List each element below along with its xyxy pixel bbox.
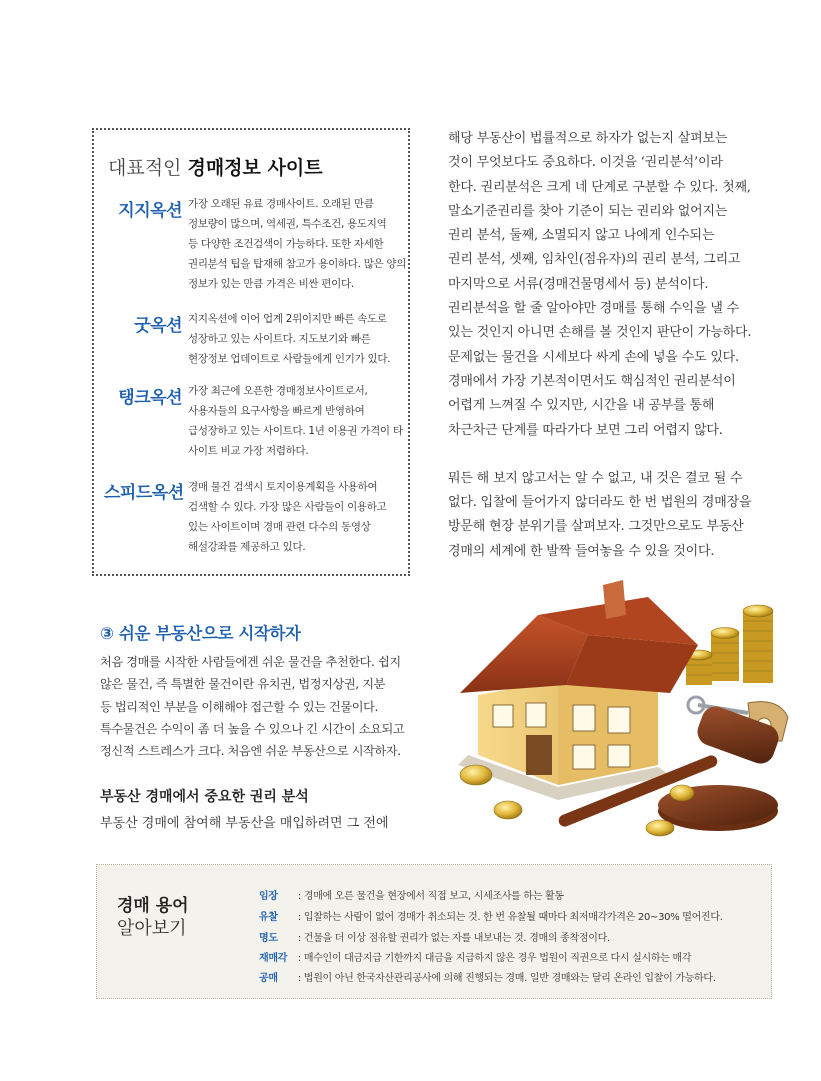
body-line: 말소기준권리를 찾아 기준이 되는 권리와 없어지는 [448, 203, 728, 219]
site-name-good: 굿옥션 [134, 316, 182, 336]
glossary-item: 명도 : 건물을 더 이상 점유할 권리가 없는 자를 내보내는 것. 경매의 종착점이다. [259, 929, 610, 944]
glossary-item: 공매 : 법원이 아닌 한국자산관리공사에 의해 진행되는 경매. 일반 경매와는 달리 온라인 입찰이 가능하다. [259, 969, 716, 984]
body-line: 정신적 스트레스가 크다. 처음엔 쉬운 부동산으로 시작하자. [100, 744, 401, 759]
body-line: 않은 물건, 즉 특별한 물건이란 유치권, 법정지상권, 지분 [100, 677, 385, 692]
glossary-term: 유찰 [259, 912, 278, 923]
site-desc-tank [188, 381, 403, 461]
body-line: 있는 것인지 아니면 손해를 볼 것인지 판단이 가능하다. [448, 325, 752, 341]
body-line: 없다. 입찰에 들어가지 않더라도 한 번 법원의 경매장을 [448, 495, 752, 511]
site-desc-jiji [188, 194, 406, 294]
glossary-item: 재매각 : 매수인이 대금지급 기한까지 대금을 지급하지 않은 경우 법원이 직권으로 다시 실시하는 매각 [259, 949, 691, 964]
body-line: 한다. 권리분석은 크게 네 단계로 구분할 수 있다. 첫째, [448, 179, 751, 195]
site-name-speed: 스피드옥션 [104, 483, 184, 503]
body-line: 경매에서 가장 기본적이면서도 핵심적인 권리분석이 [448, 373, 736, 389]
site-desc-line: 해설강좌를 제공하고 있다. [188, 541, 306, 553]
glossary-item: 임장 : 경매에 오른 물건을 현장에서 직접 보고, 시세조사를 하는 활동 [259, 887, 564, 902]
body-line: 권리 분석, 셋째, 임차인(점유자)의 권리 분석, 그리고 [448, 252, 741, 268]
coin-stack-icon [686, 605, 773, 685]
site-desc-line: 성장하고 있는 사이트다. 지도보기와 빠른 [188, 333, 371, 345]
section-3-title: ③ 쉬운 부동산으로 시작하자 [100, 624, 301, 643]
glossary-desc: 입찰하는 사람이 없어 경매가 취소되는 것. 한 번 유찰될 때마다 최저매각가격은 20~30% 떨어진다. [303, 912, 723, 923]
glossary-desc: 매수인이 대금지급 기한까지 대금을 지급하지 않은 경우 법원이 직권으로 다시 실시하는 매각 [303, 953, 692, 964]
site-desc-line: 사용자들의 요구사항을 빠르게 반영하여 [188, 405, 365, 417]
body-line: 처음 경매를 시작한 사람들에겐 쉬운 물건을 추천한다. 쉽지 [100, 655, 401, 669]
site-box-title [108, 153, 323, 180]
site-name-tank: 탱크옥션 [118, 388, 182, 408]
site-desc-line: 정보량이 많으며, 역세권, 특수조건, 용도지역 [188, 218, 387, 230]
site-desc-line: 권리분석 팁을 탑재해 참고가 용이하다. 많은 양의 [188, 258, 407, 270]
site-box-title-light: 대표적인 [108, 157, 182, 179]
glossary-title: 경매 용어 [117, 896, 189, 916]
site-box-title-bold: 경매정보 사이트 [187, 157, 323, 179]
site-desc-line: 사이트 비교 가장 저렴하다. [188, 445, 309, 457]
rights-analysis-text [448, 127, 778, 564]
subsection-body: 부동산 경매에 참여해 부동산을 매입하려면 그 전에 [100, 816, 389, 831]
glossary-subtitle: 알아보기 [117, 918, 187, 939]
site-desc-line: 정보가 있는 만큼 가격은 비싼 편이다. [188, 278, 354, 290]
body-line: 마지막으로 서류(경매건물명세서 등) 분석이다. [448, 276, 709, 292]
site-desc-line: 급성장하고 있는 사이트다. 1년 이용권 가격이 타 [188, 425, 403, 437]
body-line: 것이 무엇보다도 중요하다. 이것을 ‘권리분석’이라 [448, 155, 723, 171]
site-desc-good [188, 309, 390, 369]
glossary-term: 명도 [259, 933, 278, 944]
site-name-jiji: 지지옥션 [118, 201, 182, 221]
body-line: 권리 분석, 둘째, 소멸되지 않고 나에게 인수되는 [448, 228, 715, 244]
body-line: 특수물건은 수익이 좀 더 높을 수 있으나 긴 시간이 소요되고 [100, 721, 405, 736]
glossary-item: 유찰 : 입찰하는 사람이 없어 경매가 취소되는 것. 한 번 유찰될 때마다 최저매각가격은 20~30% 떨어진다. [259, 908, 723, 923]
subsection-heading: 부동산 경매에서 중요한 권리 분석 [100, 789, 309, 805]
site-desc-line: 경매 물건 검색시 토지이용계획을 사용하여 [188, 481, 378, 493]
glossary-desc: 건물을 더 이상 점유할 권리가 없는 자를 내보내는 것. 경매의 종착점이다. [303, 933, 610, 944]
site-desc-line: 검색할 수 있다. 가장 많은 사람들이 이용하고 [188, 501, 387, 513]
body-line: 해당 부동산이 법률적으로 하자가 없는지 살펴보는 [448, 131, 728, 146]
body-line: 권리분석을 할 줄 알아야만 경매를 통해 수익을 낼 수 [448, 301, 739, 317]
house-icon [458, 580, 698, 800]
body-line: 뭐든 해 보지 않고서는 알 수 없고, 내 것은 결코 될 수 [448, 470, 743, 486]
glossary-term: 재매각 [259, 953, 288, 964]
body-line: 경매의 세계에 한 발짝 들여놓을 수 있을 것이다. [448, 543, 715, 559]
glossary-term: 임장 [259, 891, 278, 902]
site-desc-line: 지지옥션에 이어 업계 2위이지만 빠른 속도로 [188, 313, 387, 325]
site-desc-speed [188, 477, 386, 557]
site-desc-line: 현장정보 업데이트로 사람들에게 인기가 있다. [188, 353, 391, 365]
site-desc-line: 있는 사이트이며 경매 관련 다수의 동영상 [188, 521, 371, 533]
body-line: 차근차근 단계를 따라가다 보면 그리 어렵지 않다. [448, 422, 723, 438]
section-3-body [100, 651, 420, 762]
glossary-desc: 경매에 오른 물건을 현장에서 직접 보고, 시세조사를 하는 활동 [303, 891, 564, 902]
site-desc-line: 가장 최근에 오픈한 경매정보사이트로서, [188, 385, 368, 397]
body-line: 어렵게 느껴질 수 있지만, 시간을 내 공부를 통해 [448, 398, 715, 414]
site-desc-line: 등 다양한 조건검색이 가능하다. 또한 자세한 [188, 238, 384, 250]
body-line: 문제없는 물건을 시세보다 싸게 손에 넣을 수도 있다. [448, 349, 739, 365]
site-desc-line: 가장 오래된 유료 경매사이트. 오래된 만큼 [188, 198, 374, 210]
auction-illustration [448, 575, 821, 850]
glossary-desc: 법원이 아닌 한국자산관리공사에 의해 진행되는 경매. 일반 경매와는 달리 온라인 입찰이 가능하다. [303, 973, 716, 984]
body-line: 방문해 현장 분위기를 살펴보자. 그것만으로도 부동산 [448, 519, 744, 535]
body-line: 등 법리적인 부분을 이해해야 접근할 수 있는 건물이다. [100, 699, 379, 714]
glossary-term: 공매 [259, 973, 278, 984]
